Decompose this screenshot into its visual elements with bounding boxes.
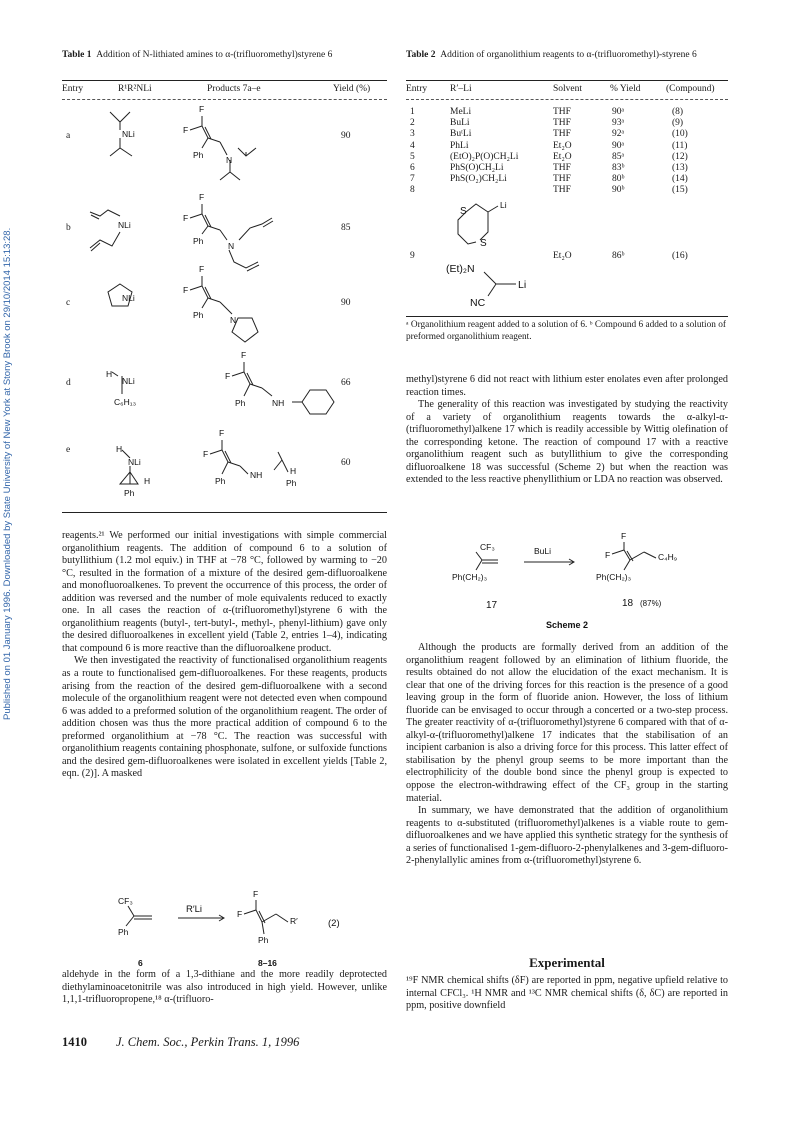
right-paragraph-1: methyl)styrene 6 did not react with lithium ester enolates even after prolonged reaction times. — [406, 374, 728, 398]
page-number: 1410 — [62, 1035, 87, 1049]
table1-top-rule — [62, 80, 387, 81]
scheme2-product-label: 18 — [622, 598, 634, 609]
table2-header-entry: Entry — [406, 84, 428, 94]
right-paragraph-3: Although the products are formally derived from an addition of the organolithium reagent followed by an elimination of lithium fluoride, the results obtained do not allow the elucidation of the exact mechanism. It is clear that one of the driving forces for this reaction is the presence of a good leaving group in the form of fluoride anion. However, the loss of lithium fluoride can be envisaged to occur through a concerted or a two-step process. The greater reactivity of α-(trifluoromethyl)styrene 6 compared with that of α-alkyl-α-(trifluoromethyl)alkene 17 indicates that the stabilisation of an incipient carbanion is also a driving force for this process. This latter effect of stabilisation by the phenyl group seems to be more important than the electrophilicity of the double bond since the phenyl group is expected to oppose the electron-withdrawing effect of the CF₃ group in the starting material. — [406, 642, 728, 804]
t2-solvent: Et₂O — [553, 140, 572, 151]
scheme2-chain-product: Ph(CH₂)₃ — [596, 572, 632, 582]
t2-compound: (11) — [672, 140, 688, 151]
table1-header-entry: Entry — [62, 84, 84, 94]
left-paragraph-3: aldehyde in the form of a 1,3-dithiane and the more readily deprotected diethylaminoacetonitrile was also introduced in high yield. However, unlike 1,1,1-trifluoropropene,¹⁸ α-(trifluoro- — [62, 969, 387, 1006]
table1-caption-text: Addition of N-lithiated amines to α-(trifluoromethyl)styrene 6 — [96, 50, 333, 60]
t2-reagent: MeLi — [450, 107, 472, 117]
t2-yield: 92ᵃ — [612, 129, 625, 140]
t2-entry: 2 — [410, 118, 415, 129]
table1-yield-b: 85 — [341, 223, 351, 233]
t2-reagent: PhLi — [450, 140, 469, 151]
t2-compound: (14) — [672, 174, 688, 185]
journal-citation: J. Chem. Soc., Perkin Trans. 1, 1996 — [116, 1035, 300, 1049]
table1-structures — [62, 100, 387, 510]
t1a-f-top: F — [199, 104, 205, 114]
t2-solvent: THF — [553, 118, 571, 129]
table1-yield-a: 90 — [341, 131, 351, 141]
t2-compound: (16) — [672, 251, 688, 261]
table2-row — [406, 129, 728, 140]
table2-header-compound: (Compound) — [666, 84, 715, 94]
t1d-f-left: F — [225, 371, 231, 381]
t2-entry: 4 — [410, 140, 415, 151]
dithiane-s1: S — [460, 206, 467, 217]
t2-entry: 8 — [410, 185, 415, 196]
t1b-ph: Ph — [193, 236, 204, 246]
table1-header-yield: Yield (%) — [333, 84, 371, 94]
dithiane-li: Li — [500, 200, 507, 210]
table2-bottom-rule — [406, 316, 728, 317]
table1-header-reagent: R¹R²NLi — [118, 84, 152, 94]
scheme2-yield: (87%) — [640, 599, 662, 608]
left-column-tail — [62, 969, 387, 1007]
scheme2-f-left: F — [605, 550, 611, 560]
table1-entry-c: c — [66, 298, 71, 308]
t1b-f-top: F — [199, 192, 205, 202]
t1e-ph-reagent: Ph — [124, 488, 135, 498]
equation-2 — [62, 890, 387, 970]
dithiane-structure — [446, 198, 556, 258]
table1-header-products: Products 7a–e — [207, 84, 261, 94]
t1c-f-top: F — [199, 264, 205, 274]
t1a-n: N — [226, 155, 233, 165]
t2-yield: 90ᵃ — [612, 140, 625, 151]
t2-reagent: PhS(O)CH₂Li — [450, 162, 504, 173]
t1d-f-top: F — [241, 350, 247, 360]
left-paragraph-1: reagents.²¹ We performed our initial investigations with simple commercial organolithium reagents. The addition of compound 6 to a solution of butyllithium (1.2 mol equiv.) in THF at −78 °C, followed by warming to −20 °C, resulted in the formation of a mixture of the desired gem-difluoroalkene and monofluoroalkenes. To prevent the occurrence of this process, the order of addition was reversed and the number of mole equivalents reduced to exactly one. In all cases the reaction of α-(trifluoromethyl)styrene 6 with the organolithium reagents (butyl-, tert-butyl-, methyl-, phenyl-lithium) gave only the desired difluoroalkenes in excellent yield (Table 2, entries 1–4), indicating that compound 6 is more reactive than the difluoroalkene product. — [62, 530, 387, 654]
scheme2-start-label: 17 — [486, 600, 498, 611]
t1d-nh: NH — [272, 398, 285, 408]
t2-solvent: Et₂O — [553, 251, 572, 261]
t2-solvent: THF — [553, 185, 571, 196]
publication-note: Published on 01 January 1996. Downloaded by State University of New York at Stony Brook on 29/10/2014 15:13:28. — [2, 227, 13, 720]
t2-entry: 1 — [410, 107, 415, 117]
scheme2-title: Scheme 2 — [546, 620, 589, 630]
eqn2-products-label: 8–16 — [258, 958, 277, 968]
scheme2-cf3: CF₃ — [480, 542, 495, 552]
table2-row — [406, 141, 728, 152]
eqn2-ph-start: Ph — [118, 927, 129, 937]
t1e-h-product: H — [290, 466, 297, 476]
table1-yield-c: 90 — [341, 298, 351, 308]
left-paragraph-2: We then investigated the reactivity of functionalised organolithium reagents as a route to functionalised gem-difluoroalkenes. For these reagents, products arising from the reaction of the desired gem-difluoroalkene with a second molecule of the organolithium reagent were not detected even when compound 6 was added to a preformed solution of the organolithium reagent. The order of addition chosen was thus the more practical addition of compound 6 to the preformed organolithium at −78 °C. The reaction was successful with organolithium reagents containing phosphonate, sulfone, or sulfoxide functions and the desired gem-difluoroalkenes were isolated in excellent yields [Table 2, eqn. (2)]. A masked — [62, 655, 387, 780]
right-column-text — [406, 374, 728, 487]
amino-nc: NC — [470, 297, 486, 309]
table1-entry-d: d — [66, 378, 71, 388]
t1c-f-left: F — [183, 285, 189, 295]
t1e-h2: H — [144, 476, 151, 486]
t2-entry: 5 — [410, 151, 415, 162]
t2-compound: (12) — [672, 151, 688, 162]
t2-yield: 83ᵇ — [612, 162, 625, 173]
t2-yield: 86ᵇ — [612, 251, 625, 261]
t1e-nh: NH — [250, 470, 263, 480]
eqn2-f-top: F — [253, 890, 259, 899]
t2-yield: 85ᵃ — [612, 151, 625, 162]
table2-footnote: ᵃ Organolithium reagent added to a solution of 6. ᵇ Compound 6 added to a solution of preformed organolithium reagent. — [406, 320, 727, 342]
table2-header-rule — [406, 99, 728, 100]
experimental-text: ¹⁹F NMR chemical shifts (δF) are reported in ppm, negative upfield relative to internal CFCl₃. ¹H NMR and ¹³C NMR chemical shifts (δ, δC) are reported in ppm, positive downfield — [406, 975, 728, 1012]
table1-entry-a: a — [66, 131, 71, 141]
t2-entry: 3 — [410, 129, 415, 140]
table1-entry-b: b — [66, 223, 71, 233]
t2-compound: (10) — [672, 129, 688, 140]
t2-solvent: Et₂O — [553, 151, 572, 162]
scheme2-reagent: BuLi — [534, 546, 552, 556]
table2-row — [406, 118, 728, 129]
table2-caption-text: Addition of organolithium reagents to α-(trifluoromethyl)-styrene 6 — [440, 50, 697, 60]
t1e-f-left: F — [203, 449, 209, 459]
t1c-n: N — [230, 315, 237, 325]
t1a-ph: Ph — [193, 150, 204, 160]
t1d-ph: Ph — [235, 398, 246, 408]
t2-solvent: THF — [553, 129, 571, 140]
amino-li: Li — [518, 279, 527, 291]
t1e-ph-product: Ph — [286, 478, 297, 488]
t1e-ph: Ph — [215, 476, 226, 486]
t1d-h: H — [106, 369, 113, 379]
t2-solvent: THF — [553, 107, 571, 117]
left-column-text — [62, 530, 387, 781]
eqn2-start-label: 6 — [138, 958, 143, 968]
table2-row — [406, 107, 728, 118]
t1c-nli-label: NLi — [122, 293, 135, 303]
t2-entry: 6 — [410, 162, 415, 173]
t2-entry: 9 — [410, 251, 415, 261]
t2-yield: 90ᵇ — [612, 185, 625, 196]
scheme-2 — [406, 530, 728, 634]
table2-header-reagent: R′–Li — [450, 84, 472, 94]
lda-nli-label: NLi — [122, 129, 135, 139]
table1-entry-e: e — [66, 445, 71, 455]
right-paragraph-2: The generality of this reaction was investigated by studying the reactivity of a variety of organolithium reagents towards the α-alkyl-α-(trifluoromethyl)alkene 17 which is readily accessible by Wittig olefination of the corresponding ketone. The reaction of compound 17 with a reactive organolithium reagent such as butyllithium to give the corresponding difluoroalkene 18 was successful (Scheme 2) but when the reaction was extended to the less reactive phenyllithium or LDA no reaction was observed. — [406, 399, 728, 486]
publication-sidebar — [0, 180, 16, 720]
table2-label: Table 2 — [406, 50, 436, 60]
t2-yield: 80ᵇ — [612, 174, 625, 185]
right-paragraph-4: In summary, we have demonstrated that the addition of organolithium reagents to α-substituted (trifluoromethyl)alkenes is a viable route to gem-difluoroalkenes and we have applied this synthetic strategy for the synthesis of a series of functionalised 1-gem-difluoro-2-phenylalkenes and 3-gem-difluoro-2-phenylallylic amines from α-(trifluoromethyl)styrene 6. — [406, 805, 728, 867]
t2-yield: 90ᵃ — [612, 107, 625, 117]
table2-row — [406, 163, 728, 174]
t2-solvent: THF — [553, 174, 571, 185]
table2-top-rule — [406, 80, 728, 81]
table1-caption — [62, 49, 387, 61]
t2-reagent: PhS(O₂)CH₂Li — [450, 174, 507, 185]
table1-label: Table 1 — [62, 50, 92, 60]
t2-reagent: BuLi — [450, 118, 470, 129]
eqn2-reagent: R′Li — [186, 904, 203, 915]
table2-row — [406, 185, 728, 196]
scheme2-c4h9: C₄H₉ — [658, 552, 678, 562]
t1d-hexyl: C₆H₁₃ — [114, 397, 137, 407]
table2-row — [406, 152, 728, 163]
t2-reagent: BuᵗLi — [450, 129, 472, 140]
t1a-f-left: F — [183, 125, 189, 135]
t2-compound: (9) — [672, 118, 684, 129]
t2-yield: 93ᵃ — [612, 118, 625, 129]
table1-yield-e: 60 — [341, 458, 351, 468]
t2-compound: (15) — [672, 185, 688, 196]
table2-caption — [406, 49, 728, 61]
t1d-nli-label: NLi — [122, 376, 135, 386]
table2-row — [406, 174, 728, 185]
t1e-f-top: F — [219, 428, 225, 438]
scheme2-chain-start: Ph(CH₂)₃ — [452, 572, 488, 582]
t2-entry: 7 — [410, 174, 415, 185]
eqn2-f-left: F — [237, 909, 243, 919]
dithiane-s2: S — [480, 238, 487, 249]
scheme2-f-top: F — [621, 531, 627, 541]
t1b-nli-label: NLi — [118, 220, 131, 230]
amino-nitrile-structure — [446, 256, 556, 312]
table2-rows — [406, 107, 728, 197]
t1b-f-left: F — [183, 213, 189, 223]
table2-header-solvent: Solvent — [553, 84, 583, 94]
t1b-n: N — [228, 241, 235, 251]
eqn2-cf3: CF₃ — [118, 896, 133, 906]
t1e-nli-label: NLi — [128, 457, 141, 467]
t2-reagent: (EtO)₂P(O)CH₂Li — [450, 151, 519, 162]
eqn2-ph-product: Ph — [258, 935, 269, 945]
experimental-heading: Experimental — [529, 955, 605, 970]
right-column-text-2 — [406, 642, 728, 868]
t1e-h: H — [116, 444, 123, 454]
table1-bottom-rule — [62, 512, 387, 513]
eqn2-r: R′ — [290, 916, 298, 926]
table2-header-yield: % Yield — [610, 84, 641, 94]
t2-compound: (13) — [672, 162, 688, 173]
t2-compound: (8) — [672, 107, 684, 117]
t2-solvent: THF — [553, 162, 571, 173]
t1c-ph: Ph — [193, 310, 204, 320]
eqn2-number: (2) — [328, 918, 340, 929]
amino-et2n: (Et)₂N — [446, 263, 475, 275]
table1-yield-d: 66 — [341, 378, 351, 388]
